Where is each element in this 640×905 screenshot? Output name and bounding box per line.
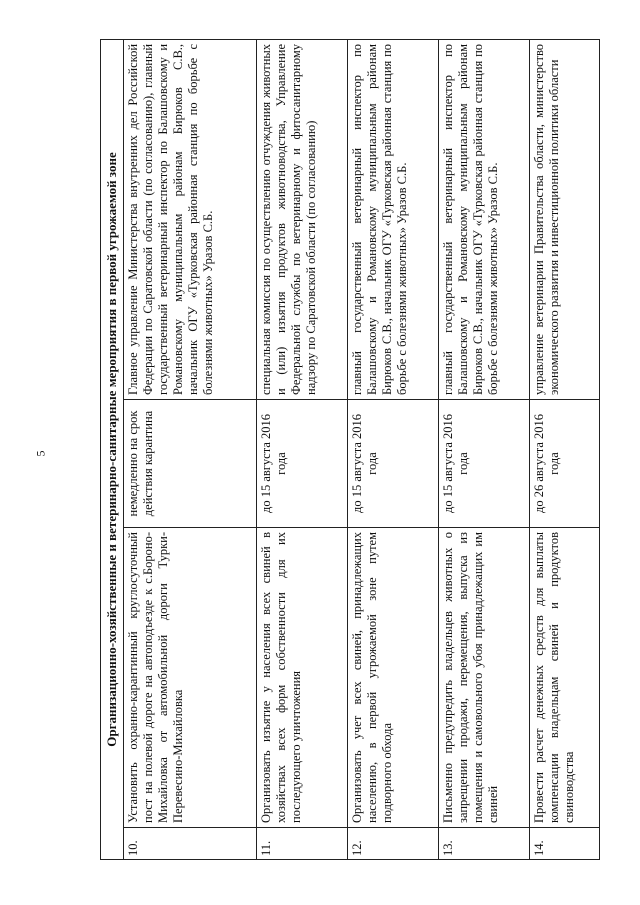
rotated-table-container: [100, 40, 600, 860]
table-row: [348, 39, 439, 859]
row-responsible: Главное управление Министерства внутренних дел Российской Федерации по Саратовской области (по согласованию), главный государственный ветеринарный инспектор по Балашовскому и Романовскому муниципальным районам Бирюков С.В., начальник ОГУ «Турковская районная станция по борьбе с болезнями животных» Уразов С.Б.: [124, 39, 257, 399]
table-row: [530, 39, 600, 859]
row-action: Письменно предупредить владельцев животных о запрещении продажи, перемещения, выпуска из помещения и самовольного убоя принадлежащих им свиней: [439, 528, 530, 828]
row-number: 10.: [124, 828, 257, 860]
row-action: Организовать учет всех свиней, принадлежащих населению, в первой угрожаемой зоне путем подворного обхода: [348, 528, 439, 828]
row-responsible: главный государственный ветеринарный инспектор по Балашовскому и Романовскому муниципальным районам Бирюков С.В., начальник ОГУ «Турковская районная станция по борьбе с болезнями животных» Уразов С.Б.: [348, 39, 439, 399]
page-number: 5: [33, 450, 48, 457]
table-row: [439, 39, 530, 859]
row-number: 11.: [257, 828, 348, 860]
row-term: до 15 августа 2016 года: [257, 400, 348, 528]
row-number: 12.: [348, 828, 439, 860]
row-responsible: управление ветеринарии Правительства области, министерство экономического развития и инвестиционной политики области: [530, 39, 600, 399]
table-row: [257, 39, 348, 859]
row-term: до 26 августа 2016 года: [530, 400, 600, 528]
row-term: немедленно на срок действия карантина: [124, 400, 257, 528]
row-action: Провести расчет денежных средств для выплаты компенсации владельцам свиней и продуктов свиноводства: [530, 528, 600, 828]
measures-table: [100, 39, 600, 860]
row-responsible: главный государственный ветеринарный инспектор по Балашовскому и Романовскому муниципальным районам Бирюков С.В., начальник ОГУ «Турковская районная станция по борьбе с болезнями животных» Уразов С.Б.: [439, 39, 530, 399]
section-header-row: [101, 39, 124, 859]
row-term: до 15 августа 2016 года: [439, 400, 530, 528]
row-term: до 15 августа 2016 года: [348, 400, 439, 528]
row-action: Установить охранно-карантинный круглосуточный пост на полевой дороге на автоподъезде к с.Бороно-Михайловка от автомобильной дороги Турки-Перевесино-Михайловка: [124, 528, 257, 828]
row-action: Организовать изъятие у населения всех свиней в хозяйствах всех форм собственности для их последующего уничтожения: [257, 528, 348, 828]
table-row: [124, 39, 257, 859]
row-responsible: специальная комиссия по осуществлению отчуждения животных и (или) изъятия продуктов животноводства, Управление Федеральной службы по ветеринарному и фитосанитарному надзору по Саратовской области (по согласованию): [257, 39, 348, 399]
row-number: 14.: [530, 828, 600, 860]
row-number: 13.: [439, 828, 530, 860]
section-title: Организационно-хозяйственные и ветеринарно-санитарные мероприятия в первой угрожаемой зоне: [101, 39, 124, 859]
